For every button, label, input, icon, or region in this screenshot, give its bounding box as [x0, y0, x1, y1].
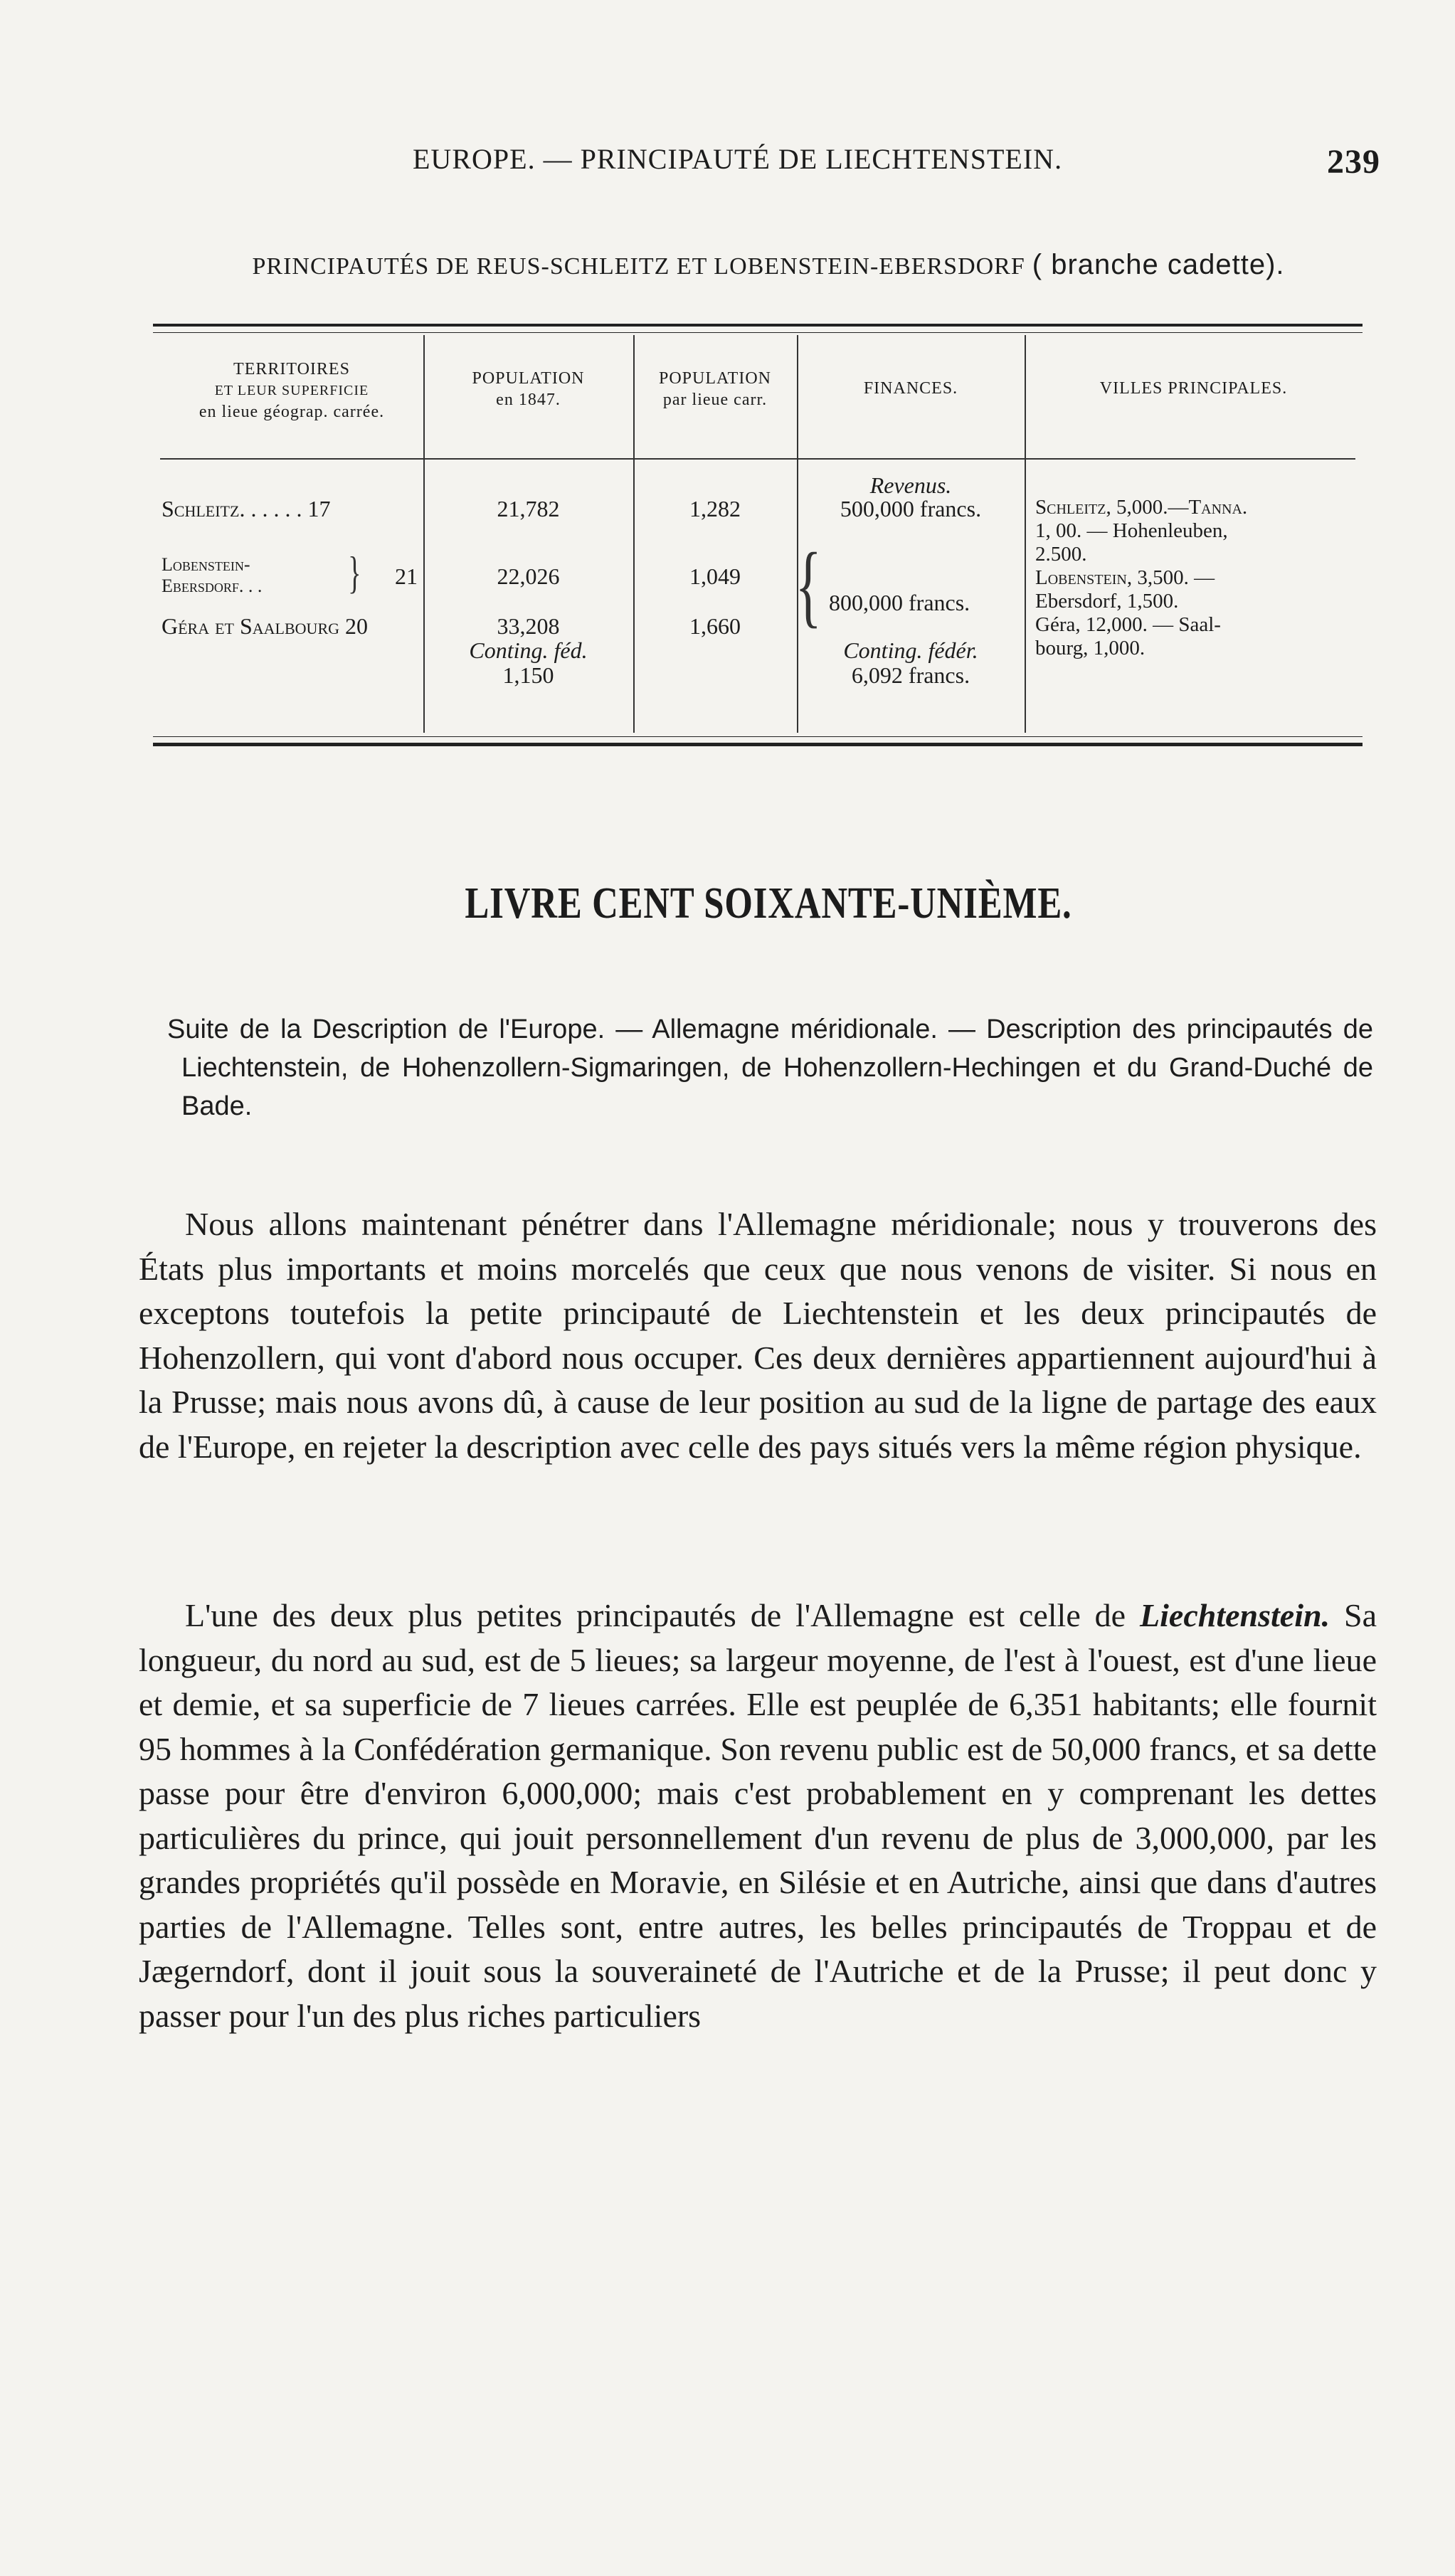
- brace: }: [348, 547, 361, 598]
- finances-total: 800,000 francs.: [829, 590, 970, 615]
- header-density: POPULATION par lieue carr.: [658, 369, 771, 409]
- chapter-summary: Suite de la Description de l'Europe. — Allemagne méridionale. — Description des principautés de Liechtenstein, de Hohenzollern-Sigmaringen, de Hohenzollern-Hechingen et du Grand-Duché de Bade.: [167, 1014, 1373, 1121]
- body-paragraph-2: [139, 1594, 1377, 2038]
- villes-list: Schleitz, 5,000.—Tanna. 1, 00. — Hohenleuben, 2.500. Lobenstein, 3,500. — Ebersdorf, 1,500. Géra, 12,000. — Saal- bourg, 1,000.: [1035, 496, 1248, 659]
- row-gera-density: 1,660: [689, 613, 741, 639]
- brace: {: [795, 534, 822, 637]
- finances-contingent-label: Conting. fédér.: [843, 637, 978, 663]
- row-gera-population: 33,208: [497, 613, 560, 639]
- header-villes: VILLES PRINCIPALES.: [1099, 379, 1288, 398]
- body-paragraph-1: Nous allons maintenant pénétrer dans l'Allemagne méridionale; nous y trouverons des États plus importants et moins morcelés que ceux que nous venons de visiter. Si nous en exceptons toutefois la petite principauté de Liechtenstein et les deux principautés de Hohenzollern, qui vont d'abord nous occuper. Ces deux dernières appartiennent aujourd'hui à la Prusse; mais nous avons dû, à cause de leur position au sud de la ligne de partage des eaux de l'Europe, en rejeter la description avec celle des pays situés vers la même région physique.: [139, 1206, 1377, 1465]
- running-title: EUROPE. — PRINCIPAUTÉ DE LIECHTENSTEIN.: [413, 143, 1063, 175]
- table-caption-main: PRINCIPAUTÉS DE REUS-SCHLEITZ ET LOBENSTEIN-EBERSDORF: [252, 253, 1025, 280]
- liechtenstein-name: Liechtenstein.: [1140, 1597, 1330, 1633]
- header-finances: FINANCES.: [863, 379, 958, 398]
- row-gera-territory: Géra et Saalbourg 20: [162, 613, 369, 639]
- row-schleitz-territory: Schleitz. . . . . . 17: [162, 496, 331, 521]
- header-population: POPULATION en 1847.: [472, 369, 585, 409]
- p2-rest: Sa longueur, du nord au sud, est de 5 lieues; sa largeur moyenne, de l'est à l'ouest, est d'une lieue et demie, et sa superficie de 7 lieues carrées. Elle est peuplée de 6,351 habitants; elle fournit 95 hommes à la Confédération germanique. Son revenu public est de 50,000 francs, et sa dette passe pour être d'environ 6,000,000; mais c'est probablement en y comprenant les dettes particulières du prince, qui jouit personnellement d'un revenu de plus de 3,000,000, par les grandes propriétés qu'il possède en Moravie, en Silésie et en Autriche, ainsi que dans d'autres parties de l'Allemagne. Telles sont, entre autres, les belles principautés de Troppau et de Jægerndorf, dont il jouit sous la souveraineté de l'Autriche et de la Prusse; il peut donc y passer pour l'un des plus riches particuliers: [139, 1597, 1377, 2034]
- header-rule: [160, 458, 1355, 460]
- header-territoires: TERRITOIRES ET LEUR SUPERFICIE en lieue géograp. carrée.: [199, 360, 385, 421]
- statistics-table: [153, 324, 1363, 746]
- contingent-label: Conting. féd.: [469, 637, 588, 663]
- row-lobenstein-territory: Lobenstein- Ebersdorf. . .: [162, 554, 263, 596]
- row-schleitz-density: 1,282: [689, 496, 741, 521]
- row-schleitz-population: 21,782: [497, 496, 560, 521]
- finances-revenus-label: Revenus.: [869, 472, 952, 498]
- finances-revenus-value: 500,000 francs.: [840, 496, 982, 521]
- finances-contingent-value: 6,092 francs.: [851, 662, 970, 688]
- contingent-value: 1,150: [502, 662, 554, 688]
- running-head: [157, 142, 1380, 185]
- page-number: 239: [1327, 143, 1380, 181]
- table-caption: [157, 249, 1380, 281]
- book-title: LIVRE CENT SOIXANTE-UNIÈME.: [465, 879, 1072, 928]
- row-lobenstein-population: 22,026: [497, 563, 560, 589]
- row-lobenstein-density: 1,049: [689, 563, 741, 589]
- p2-start: L'une des deux plus petites principautés de l'Allemagne est celle de: [185, 1597, 1126, 1633]
- table-caption-branch: ( branche cadette).: [1032, 249, 1285, 280]
- row-lobenstein-area: 21: [395, 563, 418, 589]
